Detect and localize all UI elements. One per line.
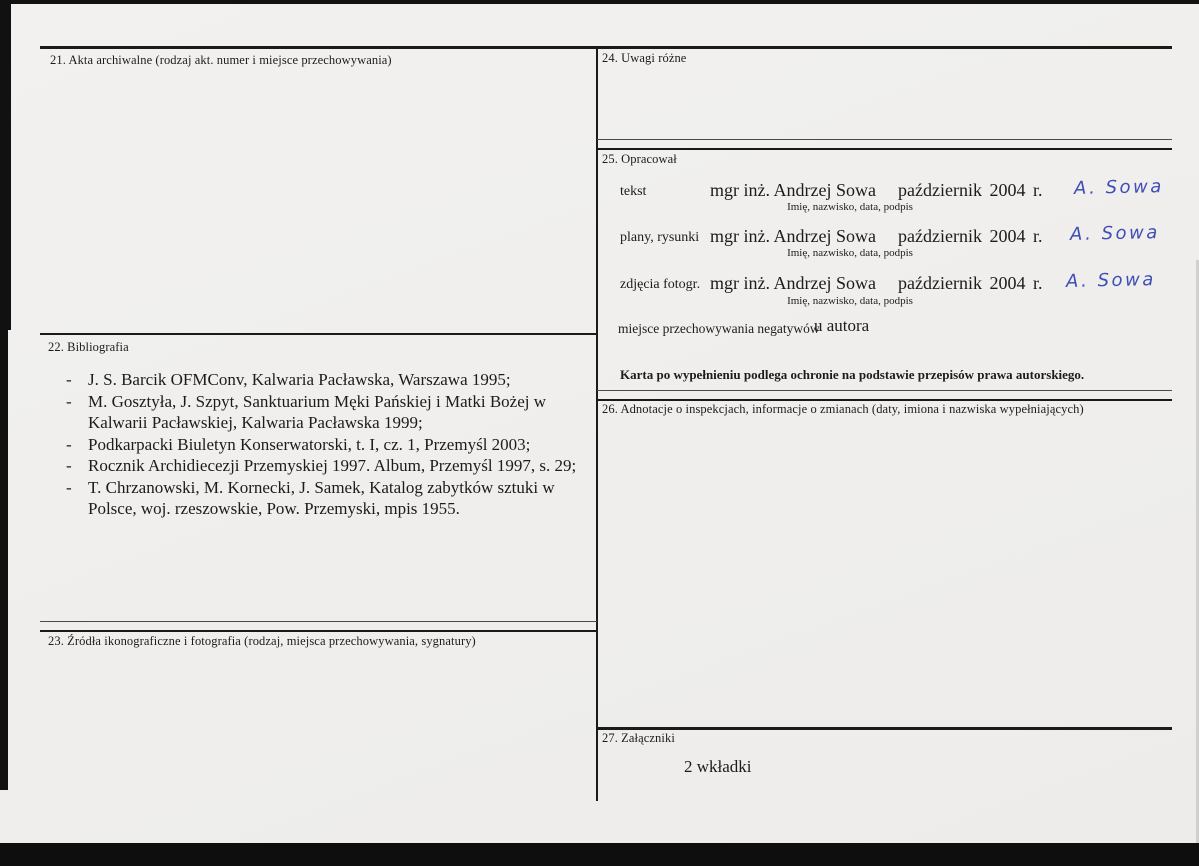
list-dash: - — [66, 434, 72, 454]
line-21-22 — [40, 333, 597, 335]
bibliography-item-text: Rocznik Archidiecezji Przemyskiej 1997. Album, Przemyśl 1997, s. 29; — [88, 456, 577, 475]
bibliography-item-text: Podkarpacki Biuletyn Konserwatorski, t. I, cz. 1, Przemyśl 2003; — [88, 434, 531, 454]
credit-label-tekst: tekst — [620, 184, 647, 199]
list-dash: - — [66, 370, 72, 389]
credit-date: październik 2004 r. — [898, 273, 1043, 293]
list-dash: - — [66, 391, 72, 411]
line-25-26 — [597, 390, 1172, 401]
section-26-header: 26. Adnotacje o inspekcjach, informacje o zmianach (daty, imiona i nazwiska wypełniających) — [602, 402, 1084, 416]
section-22-header: 22. Bibliografia — [48, 340, 129, 354]
list-dash: - — [66, 456, 72, 475]
scan-edge-left — [0, 0, 11, 330]
section-25-header: 25. Opracował — [602, 152, 677, 166]
credit-date: październik 2004 r. — [898, 226, 1043, 246]
bibliography-item-text: T. Chrzanowski, M. Kornecki, J. Samek, Katalog zabytków sztuki w Polsce, woj. rzeszowskie, Pow. Przemyski, mpis 1955. — [88, 477, 555, 518]
scan-edge-top — [0, 0, 1199, 4]
handwritten-signature: A. Sowa — [1065, 269, 1156, 292]
credit-name: mgr inż. Andrzej Sowa — [710, 273, 876, 293]
bibliography-item — [48, 391, 597, 434]
bibliography-item — [48, 369, 597, 391]
bibliography-item — [48, 477, 597, 520]
credit-caption: Imię, nazwisko, data, podpis — [787, 247, 913, 259]
credit-date: październik 2004 r. — [898, 180, 1043, 200]
bibliography-list — [48, 369, 597, 520]
credit-label-plany-rysunki: plany, rysunki — [620, 230, 700, 245]
handwritten-signature: A. Sowa — [1073, 176, 1164, 199]
attachments-value: 2 wkładki — [684, 757, 752, 776]
section-23-header: 23. Źródła ikonograficzne i fotografia (rodzaj, miejsca przechowywania, sygnatury) — [48, 634, 476, 648]
handwritten-signature: A. Sowa — [1069, 222, 1160, 245]
section-27-header: 27. Załączniki — [602, 731, 675, 745]
bibliography-item — [48, 455, 597, 477]
section-21-header: 21. Akta archiwalne (rodzaj akt. numer i miejsce przechowywania) — [50, 53, 392, 67]
negatives-location-label: miejsce przechowywania negatywów — [618, 321, 820, 336]
copyright-notice: Karta po wypełnieniu podlega ochronie na podstawie przepisów prawa autorskiego. — [620, 367, 1085, 382]
line-22-23 — [40, 621, 597, 632]
line-24-25 — [597, 139, 1172, 150]
bibliography-item-text: M. Gosztyła, J. Szpyt, Sanktuarium Męki Pańskiej i Matki Bożej w Kalwarii Pacławskiej, Kalwaria Pacławska 1999; — [88, 391, 547, 432]
list-dash: - — [66, 477, 72, 497]
bibliography-item-text: J. S. Barcik OFMConv, Kalwaria Pacławska, Warszawa 1995; — [88, 370, 511, 389]
bibliography-item — [48, 434, 597, 456]
credit-caption: Imię, nazwisko, data, podpis — [787, 295, 913, 307]
credit-label-zdjecia-fotogr: zdjęcia fotogr. — [620, 277, 701, 292]
credit-name: mgr inż. Andrzej Sowa — [710, 226, 876, 246]
negatives-location-value: u autora — [814, 316, 870, 335]
scan-edge-bottom — [0, 843, 1199, 866]
line-26-27 — [597, 727, 1172, 730]
credit-name: mgr inż. Andrzej Sowa — [710, 180, 876, 200]
table-top-border — [40, 46, 1172, 49]
credit-caption: Imię, nazwisko, data, podpis — [787, 201, 913, 213]
scan-edge-left-lower — [0, 330, 8, 790]
section-24-header: 24. Uwagi różne — [602, 51, 687, 65]
